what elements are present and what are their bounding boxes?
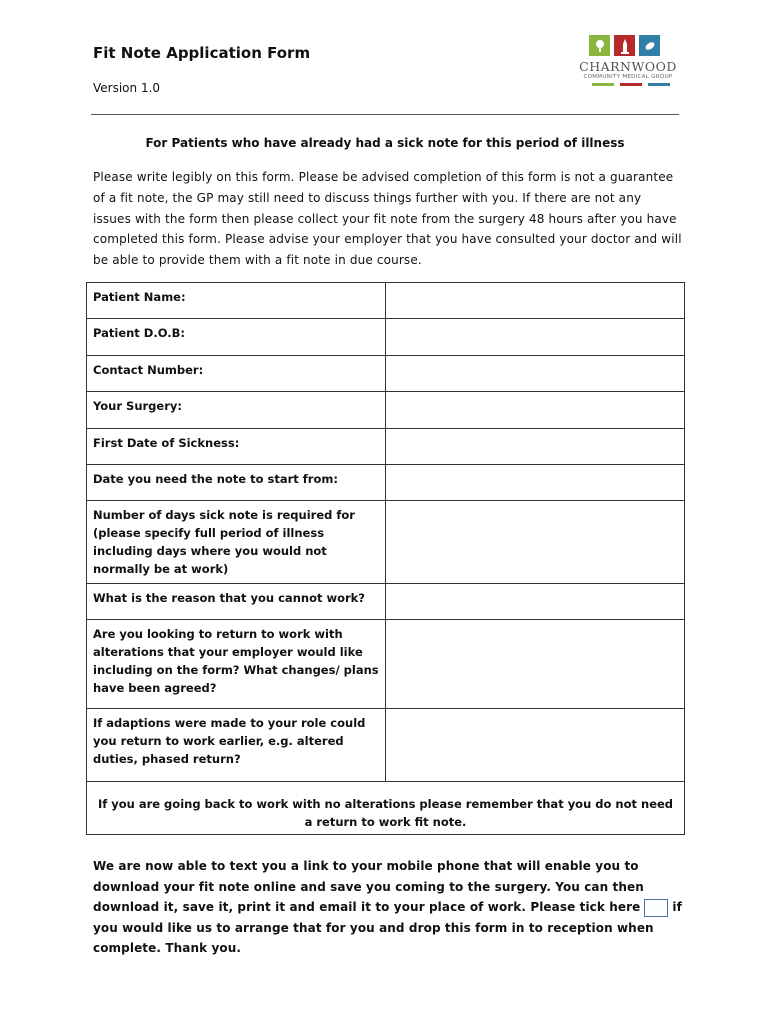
alterations-field[interactable] [386, 620, 685, 709]
form-row-days [87, 501, 685, 584]
form-label: What is the reason that you cannot work? [87, 584, 386, 620]
form-row-contact [87, 356, 685, 392]
form-label: First Date of Sickness: [87, 429, 386, 465]
form-row-first-date [87, 429, 685, 465]
closing-text-before: We are now able to text you a link to your mobile phone that will enable you to download your fit note online and save you coming to the surgery. You can then download it, save it, print it and email it to your place of work. Please tick here [93, 859, 644, 914]
patient-name-field[interactable] [386, 283, 685, 319]
form-label: Patient D.O.B: [87, 319, 386, 356]
form-label: Your Surgery: [87, 392, 386, 429]
logo-subtitle: COMMUNITY MEDICAL GROUP [583, 74, 673, 80]
form-row-reason [87, 584, 685, 620]
form-row-alterations [87, 620, 685, 709]
version-label: Version 1.0 [93, 81, 161, 95]
charnwood-logo [572, 35, 684, 90]
contact-number-field[interactable] [386, 356, 685, 392]
form-label: Number of days sick note is required for (please specify full period of illness including days where you would not normally be at work) [87, 501, 386, 584]
adaptions-field[interactable] [386, 709, 685, 782]
text-link-checkbox[interactable] [644, 899, 668, 917]
form-label: Date you need the note to start from: [87, 465, 386, 501]
form-row-start-date [87, 465, 685, 501]
patient-form-table [86, 282, 685, 835]
form-subheading: For Patients who have already had a sick note for this period of illness [145, 136, 625, 150]
leaf-icon [639, 35, 660, 56]
logo-color-bars [592, 83, 670, 86]
first-date-field[interactable] [386, 429, 685, 465]
form-title: Fit Note Application Form [93, 44, 311, 62]
form-label: Patient Name: [87, 283, 386, 319]
note-start-date-field[interactable] [386, 465, 685, 501]
days-required-field[interactable] [386, 501, 685, 584]
closing-text-after: if you would like us to arrange that for you and drop this form in to reception when complete. Thank you. [93, 900, 682, 955]
form-row-dob [87, 319, 685, 356]
form-label: Contact Number: [87, 356, 386, 392]
return-to-work-note: If you are going back to work with no alterations please remember that you do not need a return to work fit note. [87, 782, 685, 835]
form-row-adaptions [87, 709, 685, 782]
form-label: Are you looking to return to work with alterations that your employer would like including on the form? What changes/ plans have been agreed? [87, 620, 386, 709]
form-row-surgery [87, 392, 685, 429]
form-row-note [87, 782, 685, 835]
reason-field[interactable] [386, 584, 685, 620]
tower-icon [614, 35, 635, 56]
surgery-field[interactable] [386, 392, 685, 429]
closing-paragraph [93, 856, 683, 959]
header-divider [91, 114, 679, 115]
logo-name: CHARNWOOD [579, 59, 677, 74]
tree-icon [589, 35, 610, 56]
form-label: If adaptions were made to your role could you return to work earlier, e.g. altered duties, phased return? [87, 709, 386, 782]
patient-dob-field[interactable] [386, 319, 685, 356]
intro-paragraph: Please write legibly on this form. Please be advised completion of this form is not a guarantee of a fit note, the GP may still need to discuss things further with you. If there are not any issues with the form then please collect your fit note from the surgery 48 hours after you have completed this form. Please advise your employer that you have consulted your doctor and will be able to provide them with a fit note in due course. [93, 170, 682, 268]
form-row-patient-name [87, 283, 685, 319]
